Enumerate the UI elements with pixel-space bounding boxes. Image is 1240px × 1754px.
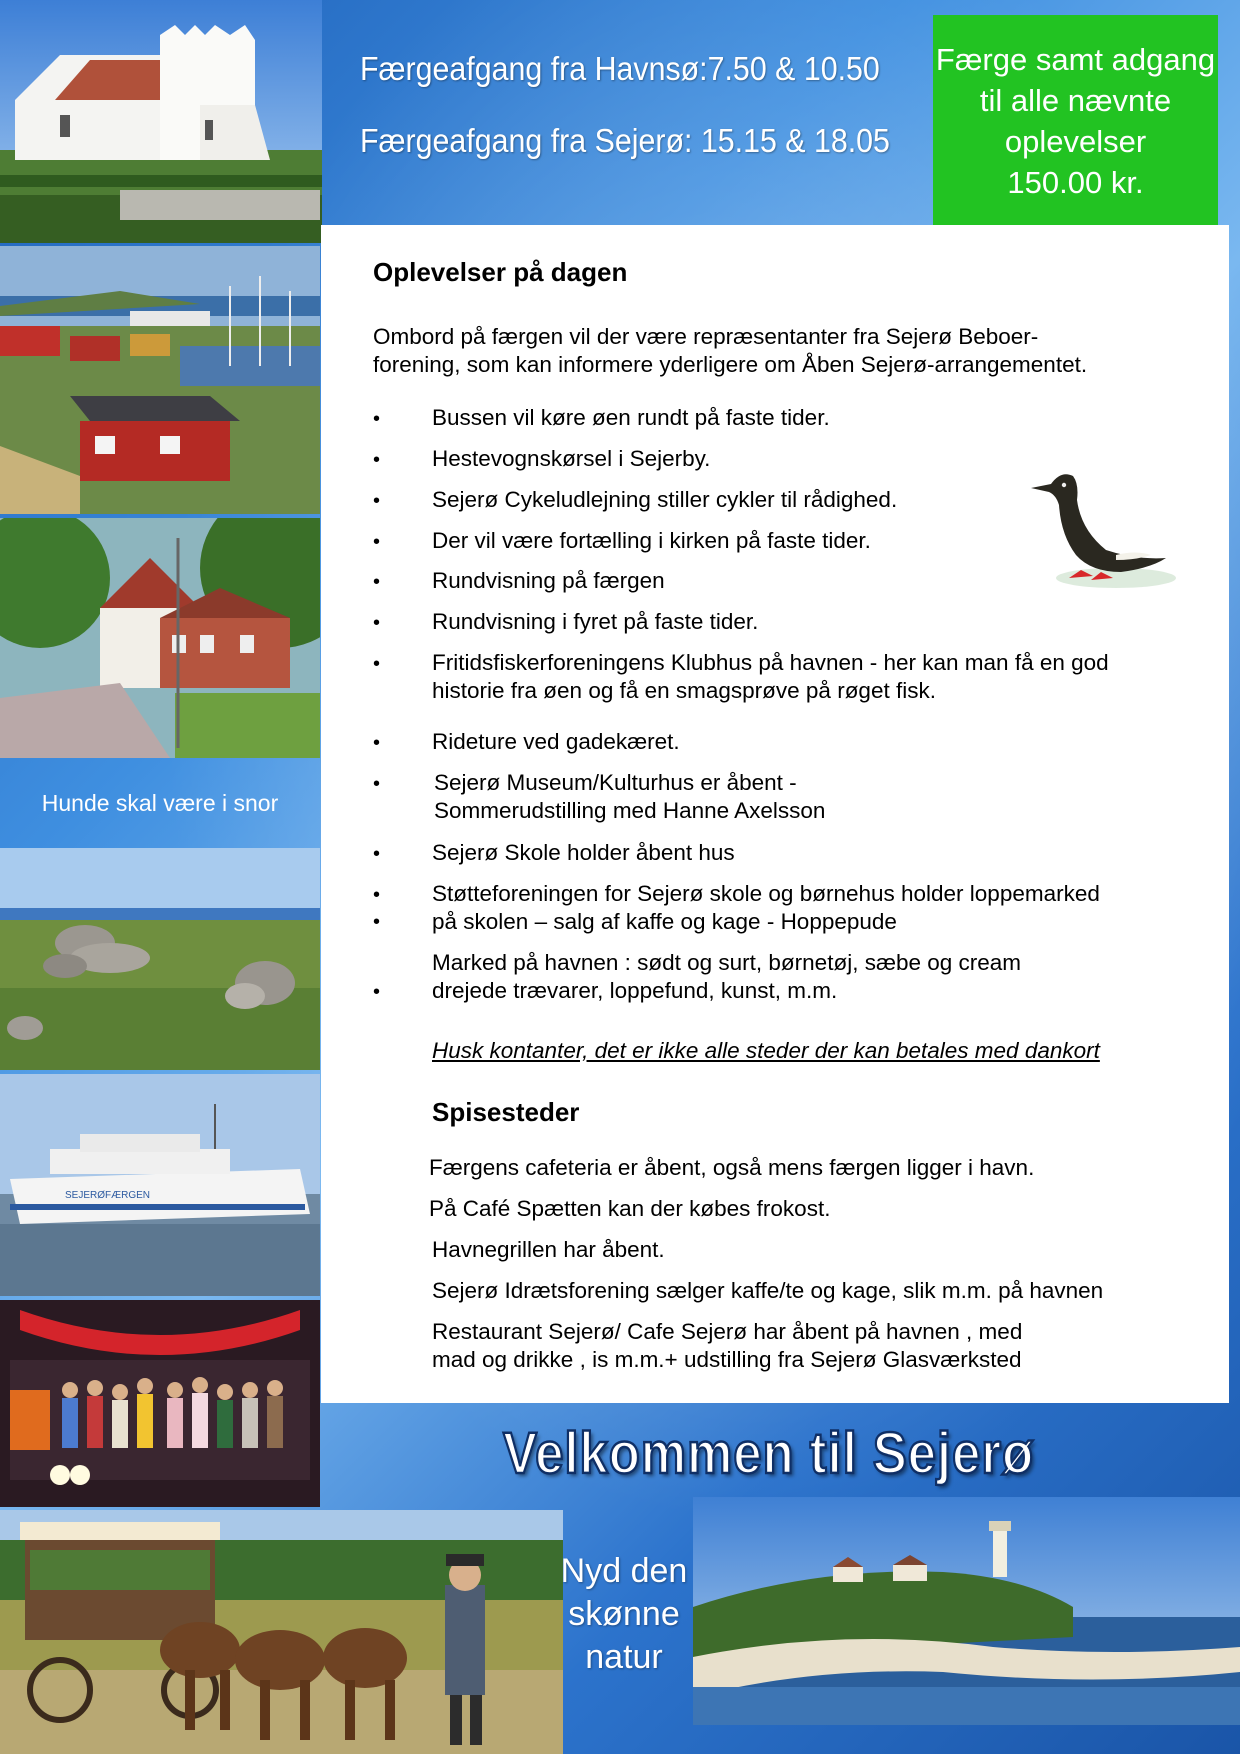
- experience-item: Hestevognskørsel i Sejerby.: [432, 446, 711, 471]
- ferry-departure-havnso: Færgeafgang fra Havnsø:7.50 & 10.50: [360, 50, 880, 87]
- bullet-icon: •: [373, 773, 381, 795]
- village-street-photo: [0, 518, 320, 758]
- price-box: [933, 15, 1218, 225]
- lighthouse-coast-photo: [693, 1497, 1240, 1725]
- dining-item: Færgens cafeteria er åbent, også mens færgen ligger i havn.: [429, 1155, 1035, 1180]
- dining-item: Restaurant Sejerø/ Cafe Sejerø har åbent på havnen , med: [432, 1319, 1023, 1344]
- experience-item: Rideture ved gadekæret.: [432, 729, 680, 754]
- horse-carriage-photo: [0, 1510, 563, 1754]
- experience-item: på skolen – salg af kaffe og kage - Hoppepude: [432, 909, 897, 934]
- experience-item: Fritidsfiskerforeningens Klubhus på havnen - her kan man få en god: [432, 650, 1109, 675]
- ferry-departure-sejero: Færgeafgang fra Sejerø: 15.15 & 18.05: [360, 122, 890, 159]
- experience-item: Der vil være fortælling i kirken på faste tider.: [432, 528, 871, 553]
- bullet-icon: •: [373, 911, 381, 933]
- experience-item: Sejerø Cykeludlejning stiller cykler til rådighed.: [432, 487, 898, 512]
- bullet-icon: •: [373, 732, 381, 754]
- ferry-ship-name: SEJERØFÆRGEN: [65, 1190, 151, 1201]
- dining-item: Sejerø Idrætsforening sælger kaffe/te og kage, slik m.m. på havnen: [432, 1278, 1104, 1303]
- harbour-photo: [0, 246, 320, 514]
- dining-item: mad og drikke , is m.m.+ udstilling fra Sejerø Glasværksted: [432, 1347, 1022, 1372]
- intro-text-line2: forening, som kan informere yderligere om Åben Sejerø-arrangementet.: [373, 352, 1088, 377]
- guillemot-bird-illustration: [1021, 460, 1181, 595]
- nature-line1: Nyd den: [560, 1552, 688, 1590]
- experience-item: Rundvisning i fyret på faste tider.: [432, 609, 759, 634]
- enjoy-nature-text: [560, 1550, 688, 1679]
- price-box-line2: til alle nævnte: [979, 83, 1172, 118]
- bullet-icon: •: [373, 408, 381, 430]
- stones-landscape-photo: [0, 848, 320, 1070]
- experience-item: Rundvisning på færgen: [432, 568, 665, 593]
- bullet-icon: •: [373, 531, 381, 553]
- price-box-line3: oplevelser: [1004, 124, 1147, 159]
- cash-note: Husk kontanter, det er ikke alle steder der kan betales med dankort: [432, 1038, 1100, 1063]
- experience-item: drejede trævarer, loppefund, kunst, m.m.: [432, 978, 838, 1003]
- bullet-icon: •: [373, 571, 381, 593]
- experience-item: Sejerø Skole holder åbent hus: [432, 840, 735, 865]
- welcome-title: Velkommen til Sejerø: [503, 1421, 1035, 1486]
- bullet-icon: •: [373, 981, 381, 1003]
- bullet-icon: •: [373, 653, 381, 675]
- school-theatre-photo: [0, 1300, 320, 1507]
- price-box-line1: Færge samt adgang: [935, 42, 1216, 77]
- experience-item: Støtteforeningen for Sejerø skole og børnehus holder loppemarked: [432, 881, 1100, 906]
- content-panel: [321, 225, 1229, 1403]
- dining-item: Havnegrillen har åbent.: [432, 1237, 665, 1262]
- church-photo: [0, 0, 322, 243]
- intro-text-line1: Ombord på færgen vil der være repræsentanter fra Sejerø Beboer-: [373, 324, 1039, 349]
- experiences-heading: Oplevelser på dagen: [373, 257, 628, 287]
- bullet-icon: •: [373, 612, 381, 634]
- experience-item: Sommerudstilling med Hanne Axelsson: [434, 798, 826, 823]
- experience-item: Bussen vil køre øen rundt på faste tider.: [432, 405, 830, 430]
- nature-line3: natur: [585, 1638, 663, 1676]
- bullet-icon: •: [373, 843, 381, 865]
- dining-heading: Spisesteder: [432, 1097, 580, 1127]
- bullet-icon: •: [373, 449, 381, 471]
- ferry-ship-photo: [0, 1074, 320, 1296]
- nature-line2: skønne: [568, 1595, 680, 1633]
- experience-item: Sejerø Museum/Kulturhus er åbent -: [434, 770, 797, 795]
- dining-item: På Café Spætten kan der købes frokost.: [429, 1196, 831, 1221]
- dogs-on-leash-notice: Hunde skal være i snor: [41, 789, 279, 816]
- price-box-price: 150.00 kr.: [1007, 165, 1144, 200]
- experience-item: historie fra øen og få en smagsprøve på røget fisk.: [432, 678, 936, 703]
- bullet-icon: •: [373, 490, 381, 512]
- bullet-icon: •: [373, 884, 381, 906]
- experience-item: Marked på havnen : sødt og surt, børnetøj, sæbe og cream: [432, 950, 1022, 975]
